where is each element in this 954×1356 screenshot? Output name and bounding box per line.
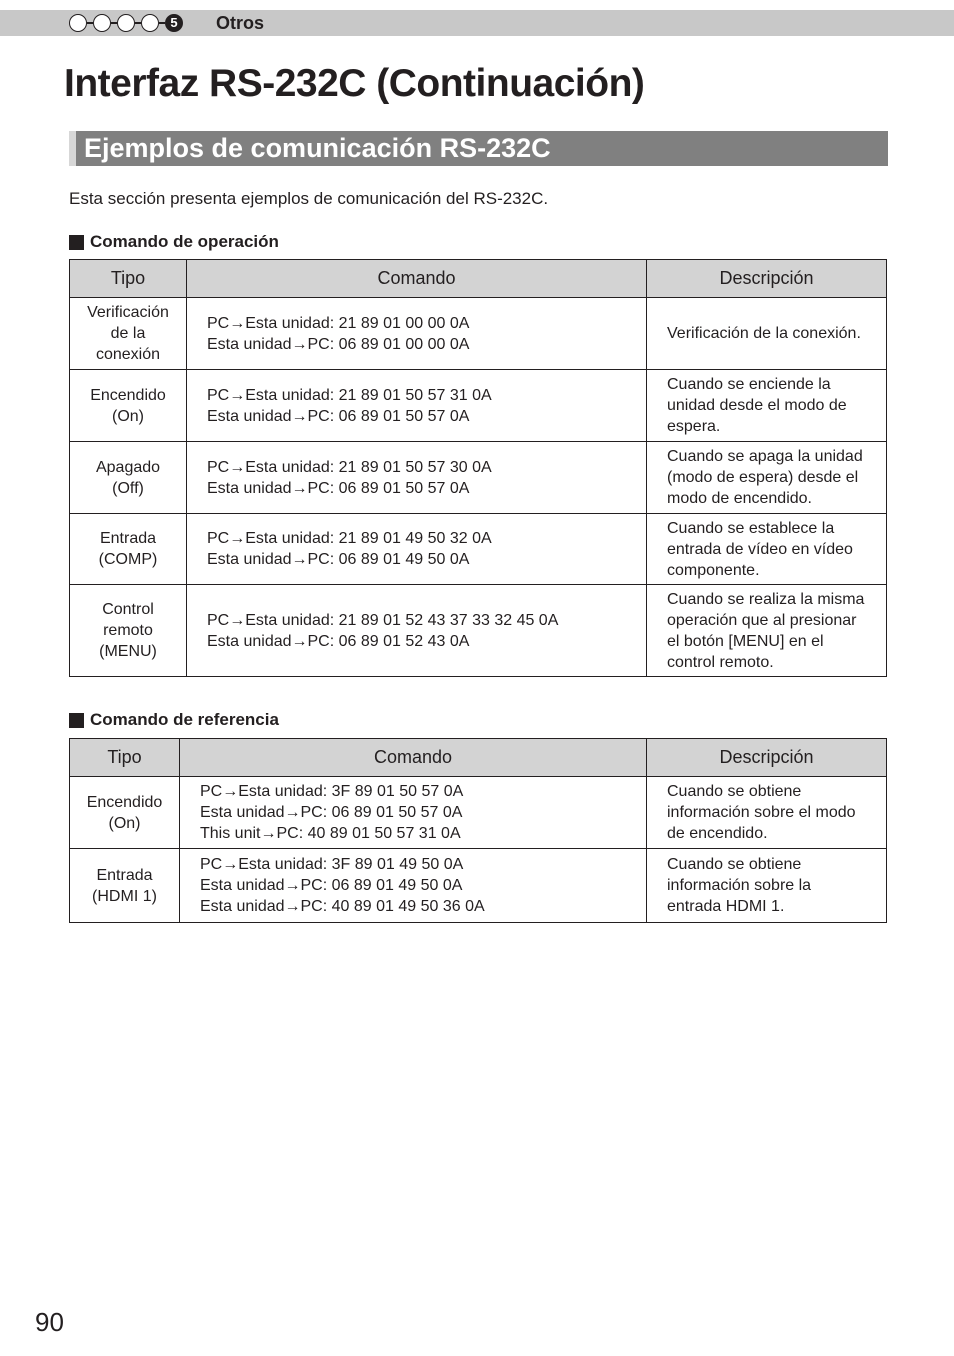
square-bullet-icon <box>69 235 84 250</box>
cell-comando <box>187 370 647 442</box>
table-header-row <box>70 739 887 777</box>
column-header-tipo: Tipo <box>70 739 180 777</box>
chapter-indicator <box>69 13 183 33</box>
cell-text: Verificación <box>87 304 169 321</box>
chapter-dot-icon <box>69 14 87 32</box>
cell-text: Esta unidad→PC: 06 89 01 50 57 0A <box>207 407 470 425</box>
cell-comando <box>187 585 647 677</box>
cell-tipo <box>70 849 180 923</box>
cell-tipo <box>70 442 187 514</box>
cell-text: Esta unidad→PC: 06 89 01 49 50 0A <box>207 551 470 568</box>
cell-text: componente. <box>667 561 760 579</box>
cell-text: espera. <box>667 418 721 435</box>
cell-text: (On) <box>112 407 144 425</box>
cell-text: Cuando se apaga la unidad <box>667 448 863 465</box>
operation-command-table <box>69 259 887 677</box>
cell-text: Cuando se obtiene <box>667 856 802 873</box>
section-title: Ejemplos de comunicación RS-232C <box>84 133 551 163</box>
cell-text: entrada HDMI 1. <box>667 898 785 915</box>
column-header-tipo: Tipo <box>70 260 187 298</box>
cell-tipo <box>70 298 187 370</box>
chapter-dot-icon <box>93 14 111 32</box>
cell-text: PC→Esta unidad: 21 89 01 49 50 32 0A <box>207 530 492 547</box>
cell-text: PC→Esta unidad: 21 89 01 50 57 31 0A <box>207 386 492 404</box>
cell-text: información sobre la <box>667 877 812 894</box>
cell-text: Esta unidad→PC: 06 89 01 00 00 0A <box>207 335 470 353</box>
table-row <box>70 514 887 585</box>
cell-text: información sobre el modo <box>667 804 856 821</box>
cell-descripcion <box>647 442 887 514</box>
cell-text: operación que al presionar <box>667 611 857 629</box>
cell-comando <box>180 849 647 923</box>
cell-text: Encendido <box>90 386 166 404</box>
table-row <box>70 849 887 923</box>
cell-text: Cuando se realiza la misma <box>667 590 865 608</box>
reference-command-table <box>69 738 887 923</box>
section-intro: Esta sección presenta ejemplos de comunicación del RS-232C. <box>69 189 549 208</box>
cell-text: Esta unidad→PC: 06 89 01 50 57 0A <box>207 479 470 497</box>
page-number: 90 <box>35 1307 64 1337</box>
cell-tipo <box>70 370 187 442</box>
cell-text: de encendido. <box>667 825 768 842</box>
cell-text: Esta unidad→PC: 06 89 01 52 43 0A <box>207 632 470 650</box>
cell-text: de la <box>110 325 146 342</box>
cell-text: (modo de espera) desde el <box>667 469 859 486</box>
cell-text: Encendido <box>86 793 163 811</box>
column-header-descripcion: Descripción <box>647 739 887 777</box>
cell-text: Control <box>102 601 154 618</box>
cell-text: PC→Esta unidad: 3F 89 01 49 50 0A <box>200 856 464 873</box>
cell-text: PC→Esta unidad: 3F 89 01 50 57 0A <box>200 783 464 800</box>
chapter-name: Otros <box>216 13 265 33</box>
cell-text: This unit→PC: 40 89 01 50 57 31 0A <box>200 825 461 842</box>
cell-text: Verificación de la conexión. <box>667 325 861 342</box>
cell-text: PC→Esta unidad: 21 89 01 00 00 0A <box>207 314 470 332</box>
column-header-comando: Comando <box>187 260 647 298</box>
cell-text: Esta unidad→PC: 06 89 01 49 50 0A <box>200 877 463 894</box>
table-row <box>70 442 887 514</box>
cell-text: entrada de vídeo en vídeo <box>667 540 853 558</box>
table-row <box>70 585 887 677</box>
operation-heading-text: Comando de operación <box>90 232 279 251</box>
table-row <box>70 298 887 370</box>
cell-descripcion <box>647 585 887 677</box>
column-header-comando: Comando <box>180 739 647 777</box>
reference-heading-text: Comando de referencia <box>90 710 279 729</box>
cell-text: (COMP) <box>98 551 158 568</box>
cell-text: Cuando se establece la <box>667 519 835 537</box>
cell-text: (On) <box>108 814 141 832</box>
reference-heading <box>69 709 279 731</box>
cell-tipo <box>70 514 187 585</box>
cell-text: Esta unidad→PC: 40 89 01 49 50 36 0A <box>200 898 485 915</box>
cell-text: (Off) <box>112 479 144 497</box>
cell-tipo <box>70 777 180 849</box>
cell-text: Cuando se obtiene <box>667 783 802 800</box>
column-header-descripcion: Descripción <box>647 260 887 298</box>
operation-heading <box>69 231 279 253</box>
table-row <box>70 777 887 849</box>
cell-comando <box>187 298 647 370</box>
cell-descripcion <box>647 370 887 442</box>
cell-text: Esta unidad→PC: 06 89 01 50 57 0A <box>200 804 463 821</box>
cell-descripcion <box>647 777 887 849</box>
cell-descripcion <box>647 298 887 370</box>
cell-text: (HDMI 1) <box>92 887 157 905</box>
table-row <box>70 370 887 442</box>
cell-descripcion <box>647 849 887 923</box>
cell-text: PC→Esta unidad: 21 89 01 52 43 37 33 32 45 0A <box>207 611 559 629</box>
cell-text: Apagado <box>95 458 161 476</box>
cell-text: control remoto. <box>667 653 774 671</box>
cell-comando <box>180 777 647 849</box>
cell-text: Cuando se enciende la <box>667 376 831 393</box>
page-title: Interfaz RS-232C (Continuación) <box>64 62 645 105</box>
cell-text: PC→Esta unidad: 21 89 01 50 57 30 0A <box>207 458 492 476</box>
cell-text: conexión <box>95 346 161 363</box>
chapter-dot-icon <box>117 14 135 32</box>
cell-text: el botón [MENU] en el <box>667 632 824 650</box>
cell-descripcion <box>647 514 887 585</box>
section-bar <box>69 131 888 166</box>
cell-text: Entrada <box>99 530 157 547</box>
cell-text: remoto <box>103 622 153 639</box>
cell-text: Entrada <box>96 866 153 884</box>
cell-tipo <box>70 585 187 677</box>
chapter-number-icon: 5 <box>165 14 183 32</box>
cell-comando <box>187 442 647 514</box>
cell-comando <box>187 514 647 585</box>
table-header-row <box>70 260 887 298</box>
cell-text: (MENU) <box>99 643 157 660</box>
cell-text: modo de encendido. <box>667 490 812 507</box>
cell-text: unidad desde el modo de <box>667 397 847 414</box>
chapter-dot-icon <box>141 14 159 32</box>
square-bullet-icon <box>69 713 84 728</box>
